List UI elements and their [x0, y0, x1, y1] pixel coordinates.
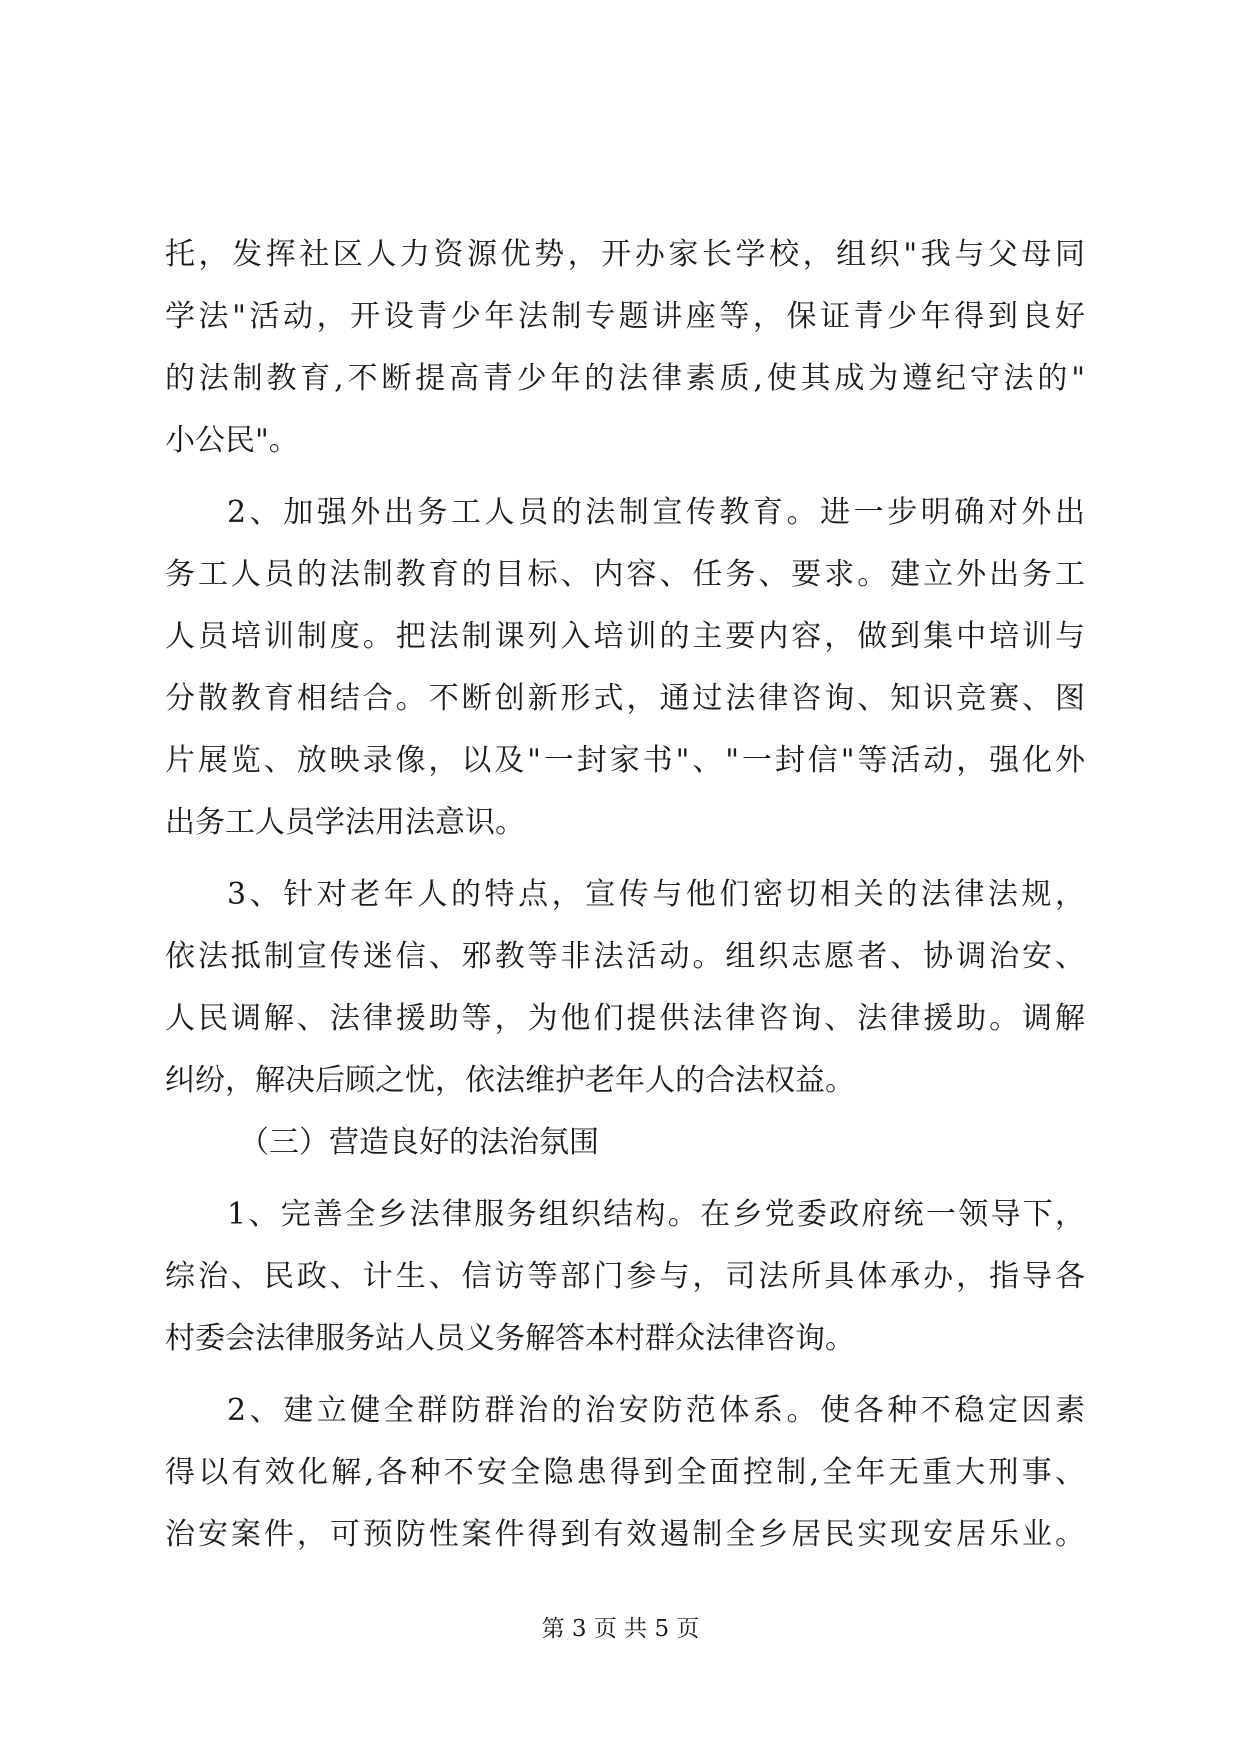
text-line: 依法抵制宣传迷信、邪教等非法活动。组织志愿者、协调治安、 — [165, 939, 1085, 974]
text-line: 2、建立健全群防群治的治安防范体系。使各种不稳定因素 — [227, 1393, 1085, 1428]
text-line: 人民调解、法律援助等，为他们提供法律咨询、法律援助。调解 — [165, 1001, 1085, 1036]
text-line: 2、加强外出务工人员的法制宣传教育。进一步明确对外出 — [227, 495, 1085, 530]
text-line: 小公民"。 — [165, 423, 299, 458]
text-line: 务工人员的法制教育的目标、内容、任务、要求。建立外出务工 — [165, 557, 1085, 592]
text-line: 1、完善全乡法律服务组织结构。在乡党委政府统一领导下， — [227, 1197, 1085, 1232]
text-line: 片展览、放映录像，以及"一封家书"、"一封信"等活动，强化外 — [165, 743, 1085, 778]
text-line: 的法制教育,不断提高青少年的法律素质,使其成为遵纪守法的" — [165, 361, 1085, 396]
text-line: 得以有效化解,各种不安全隐患得到全面控制,全年无重大刑事、 — [165, 1455, 1085, 1490]
text-line: 托，发挥社区人力资源优势，开办家长学校，组织"我与父母同 — [165, 237, 1085, 272]
text-line: 出务工人员学法用法意识。 — [165, 805, 525, 840]
text-line: 纠纷，解决后顾之忧，依法维护老年人的合法权益。 — [165, 1063, 855, 1098]
text-line: 综治、民政、计生、信访等部门参与，司法所具体承办，指导各 — [165, 1259, 1085, 1294]
text-line: 人员培训制度。把法制课列入培训的主要内容，做到集中培训与 — [165, 619, 1085, 654]
text-line: 分散教育相结合。不断创新形式，通过法律咨询、知识竞赛、图 — [165, 681, 1085, 716]
document-body — [165, 224, 1085, 1566]
text-line: 学法"活动，开设青少年法制专题讲座等，保证青少年得到良好 — [165, 299, 1085, 334]
page-number-footer: 第 3 页 共 5 页 — [541, 1616, 700, 1642]
section-heading: （三）营造良好的法治氛围 — [239, 1125, 599, 1160]
text-line: 村委会法律服务站人员义务解答本村群众法律咨询。 — [165, 1321, 855, 1356]
text-line: 3、针对老年人的特点，宣传与他们密切相关的法律法规， — [227, 877, 1085, 912]
text-line: 治安案件，可预防性案件得到有效遏制全乡居民实现安居乐业。 — [165, 1517, 1085, 1552]
